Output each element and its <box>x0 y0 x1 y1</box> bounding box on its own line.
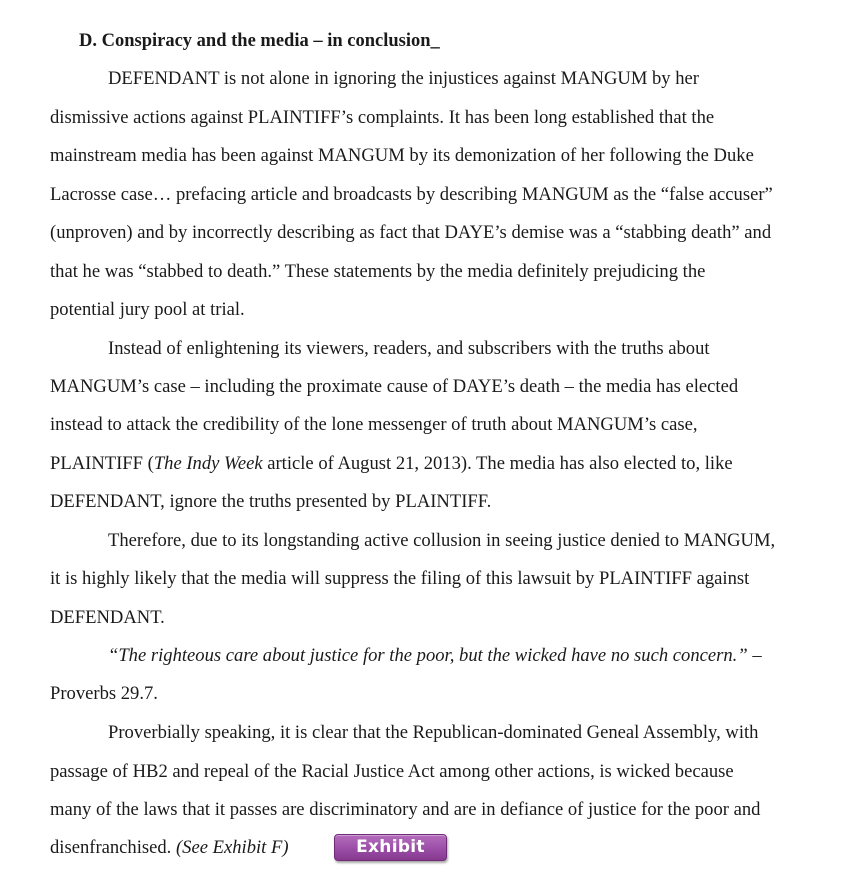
paragraph-line: passage of HB2 and repeal of the Racial Justice Act among other actions, is wicked because <box>50 761 734 782</box>
publication-title: The Indy Week <box>153 453 263 474</box>
section-heading: D. Conspiracy and the media – in conclusion_ <box>79 31 440 51</box>
exhibit-button[interactable]: Exhibit <box>334 834 447 861</box>
paragraph-line: potential jury pool at trial. <box>50 299 245 320</box>
paragraph-line: MANGUM’s case – including the proximate cause of DAYE’s death – the media has elected <box>50 376 739 397</box>
paragraph-line: Proverbially speaking, it is clear that the Republican-dominated Geneal Assembly, with <box>108 722 759 743</box>
paragraph-line: Instead of enlightening its viewers, readers, and subscribers with the truths about <box>108 338 710 359</box>
paragraph-line: Lacrosse case… prefacing article and broadcasts by describing MANGUM as the “false accuser” <box>50 184 773 205</box>
paragraph-line: mainstream media has been against MANGUM by its demonization of her following the Duke <box>50 145 754 166</box>
paragraph-line: it is highly likely that the media will suppress the filing of this lawsuit by PLAINTIFF against <box>50 568 750 589</box>
quote-citation: Proverbs 29.7. <box>50 683 158 704</box>
bible-quote: “The righteous care about justice for the poor, but the wicked have no such concern.” <box>108 645 748 666</box>
paragraph-line: Therefore, due to its longstanding active collusion in seeing justice denied to MANGUM, <box>108 530 776 551</box>
paragraph-line <box>50 452 733 476</box>
line-text: PLAINTIFF ( <box>50 453 154 474</box>
paragraph-line: dismissive actions against PLAINTIFF’s complaints. It has been long established that the <box>50 107 715 128</box>
exhibit-reference: (See Exhibit F) <box>175 837 289 858</box>
quote-line <box>108 644 762 668</box>
paragraph-line: DEFENDANT is not alone in ignoring the injustices against MANGUM by her <box>108 68 699 89</box>
line-text: article of August 21, 2013). The media has also elected to, like <box>262 453 733 474</box>
paragraph-line: many of the laws that it passes are discriminatory and are in defiance of justice for the poor and <box>50 799 761 820</box>
paragraph-line: instead to attack the credibility of the lone messenger of truth about MANGUM’s case, <box>50 414 698 435</box>
line-text: disenfranchised. <box>50 837 176 858</box>
paragraph-line: DEFENDANT, ignore the truths presented by PLAINTIFF. <box>50 491 492 512</box>
line-text: – <box>747 645 762 666</box>
paragraph-line: that he was “stabbed to death.” These statements by the media definitely prejudicing the <box>50 261 706 282</box>
paragraph-line <box>50 836 289 860</box>
paragraph-line: DEFENDANT. <box>50 607 165 628</box>
paragraph-line: (unproven) and by incorrectly describing as fact that DAYE’s demise was a “stabbing death” and <box>50 222 772 243</box>
